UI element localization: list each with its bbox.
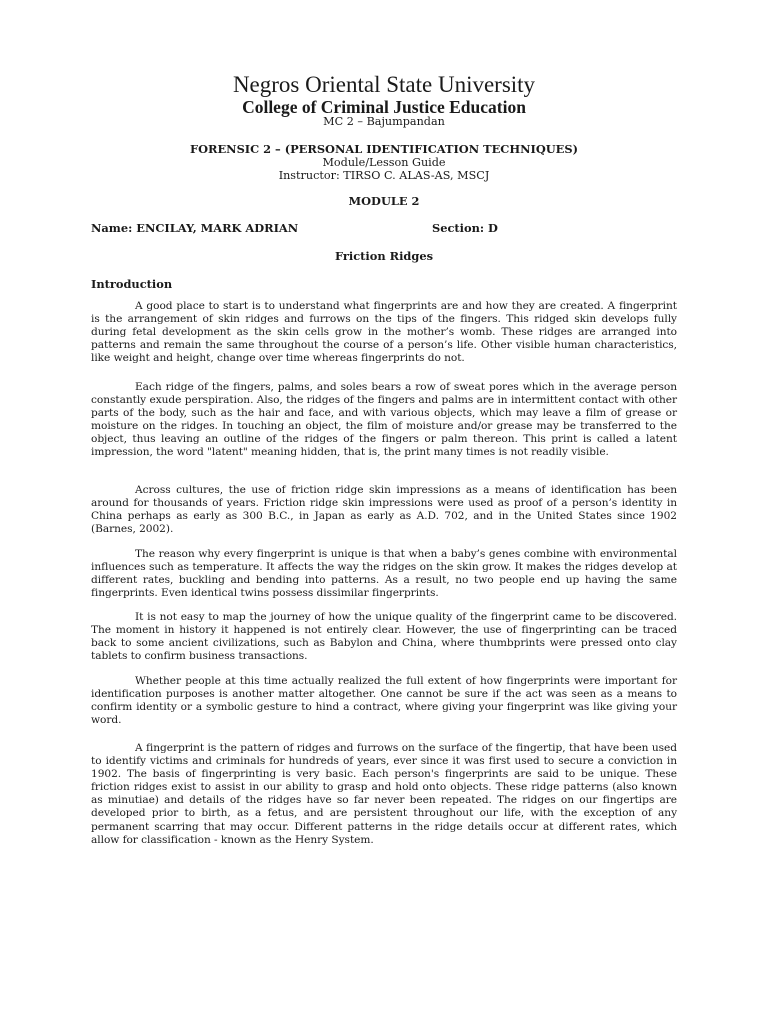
student-name: Name: ENCILAY, MARK ADRIAN xyxy=(91,221,299,235)
student-section: Section: D xyxy=(432,221,498,235)
paragraph: Across cultures, the use of friction ridge skin impressions as a means of identification has been around for thousands of years. Friction ridge skin impressions were used as proof of a person’s identity in China perhaps as early as 300 B.C., in Japan as early as A.D. 702, and in the United States since 1902 (Barnes, 2002). xyxy=(91,484,677,536)
paragraph: The reason why every fingerprint is unique is that when a baby’s genes combine with environmental influences such as temperature. It affects the way the ridges on the skin grow. It makes the ridges develop at different rates, buckling and bending into patterns. As a result, no two people end up having the same fingerprints. Even identical twins possess dissimilar fingerprints. xyxy=(91,548,677,600)
section-heading-introduction: Introduction xyxy=(91,277,173,291)
paragraph: It is not easy to map the journey of how the unique quality of the fingerprint came to be discovered. The moment in history it happened is not entirely clear. However, the use of fingerprinting can be traced back to some ancient civilizations, such as Babylon and China, where thumbprints were pressed onto clay tablets to confirm business transactions. xyxy=(91,611,677,663)
paragraph: A fingerprint is the pattern of ridges and furrows on the surface of the fingertip, that have been used to identify victims and criminals for hundreds of years, ever since it was first used to secure a conviction in 1902. The basis of fingerprinting is very basic. Each person's fingerprints are said to be unique. These friction ridges exist to assist in our ability to grasp and hold onto objects. These ridge patterns (also known as minutiae) and details of the ridges have so far never been repeated. The ridges on our fingertips are developed prior to birth, as a fetus, and are persistent throughout our life, with the exception of any permanent scarring that may occur. Different patterns in the ridge details occur at different rates, which allow for classification - known as the Henry System. xyxy=(91,742,677,846)
paragraph: Each ridge of the fingers, palms, and soles bears a row of sweat pores which in the average person constantly exude perspiration. Also, the ridges of the fingers and palms are in intermittent contact with other parts of the body, such as the hair and face, and with various objects, which may leave a film of grease or moisture on the ridges. In touching an object, the film of moisture and/or grease may be transferred to the object, thus leaving an outline of the ridges of the fingers or palm thereon. This print is called a latent impression, the word "latent" meaning hidden, that is, the print many times is not readily visible. xyxy=(91,381,677,459)
topic-title: Friction Ridges xyxy=(335,249,433,263)
university-title: Negros Oriental State University xyxy=(232,72,536,97)
module-title: MODULE 2 xyxy=(348,194,420,208)
campus-line: MC 2 – Bajumpandan xyxy=(323,115,445,128)
course-title: FORENSIC 2 – (PERSONAL IDENTIFICATION TECHNIQUES) xyxy=(190,142,578,156)
paragraph: A good place to start is to understand what fingerprints are and how they are created. A fingerprint is the arrangement of skin ridges and furrows on the tips of the fingers. This ridged skin develops fully during fetal development as the skin cells grow in the mother’s womb. These ridges are arranged into patterns and remain the same throughout the course of a person’s life. Other visible human characteristics, like weight and height, change over time whereas fingerprints do not. xyxy=(91,300,677,365)
instructor-line: Instructor: TIRSO C. ALAS-AS, MSCJ xyxy=(278,169,490,182)
college-title: College of Criminal Justice Education xyxy=(242,97,526,117)
paragraph: Whether people at this time actually realized the full extent of how fingerprints were important for identification purposes is another matter altogether. One cannot be sure if the act was seen as a means to confirm identity or a symbolic gesture to hind a contract, where giving your fingerprint was like giving your word. xyxy=(91,675,677,727)
guide-line: Module/Lesson Guide xyxy=(322,156,446,169)
student-info xyxy=(91,221,691,235)
